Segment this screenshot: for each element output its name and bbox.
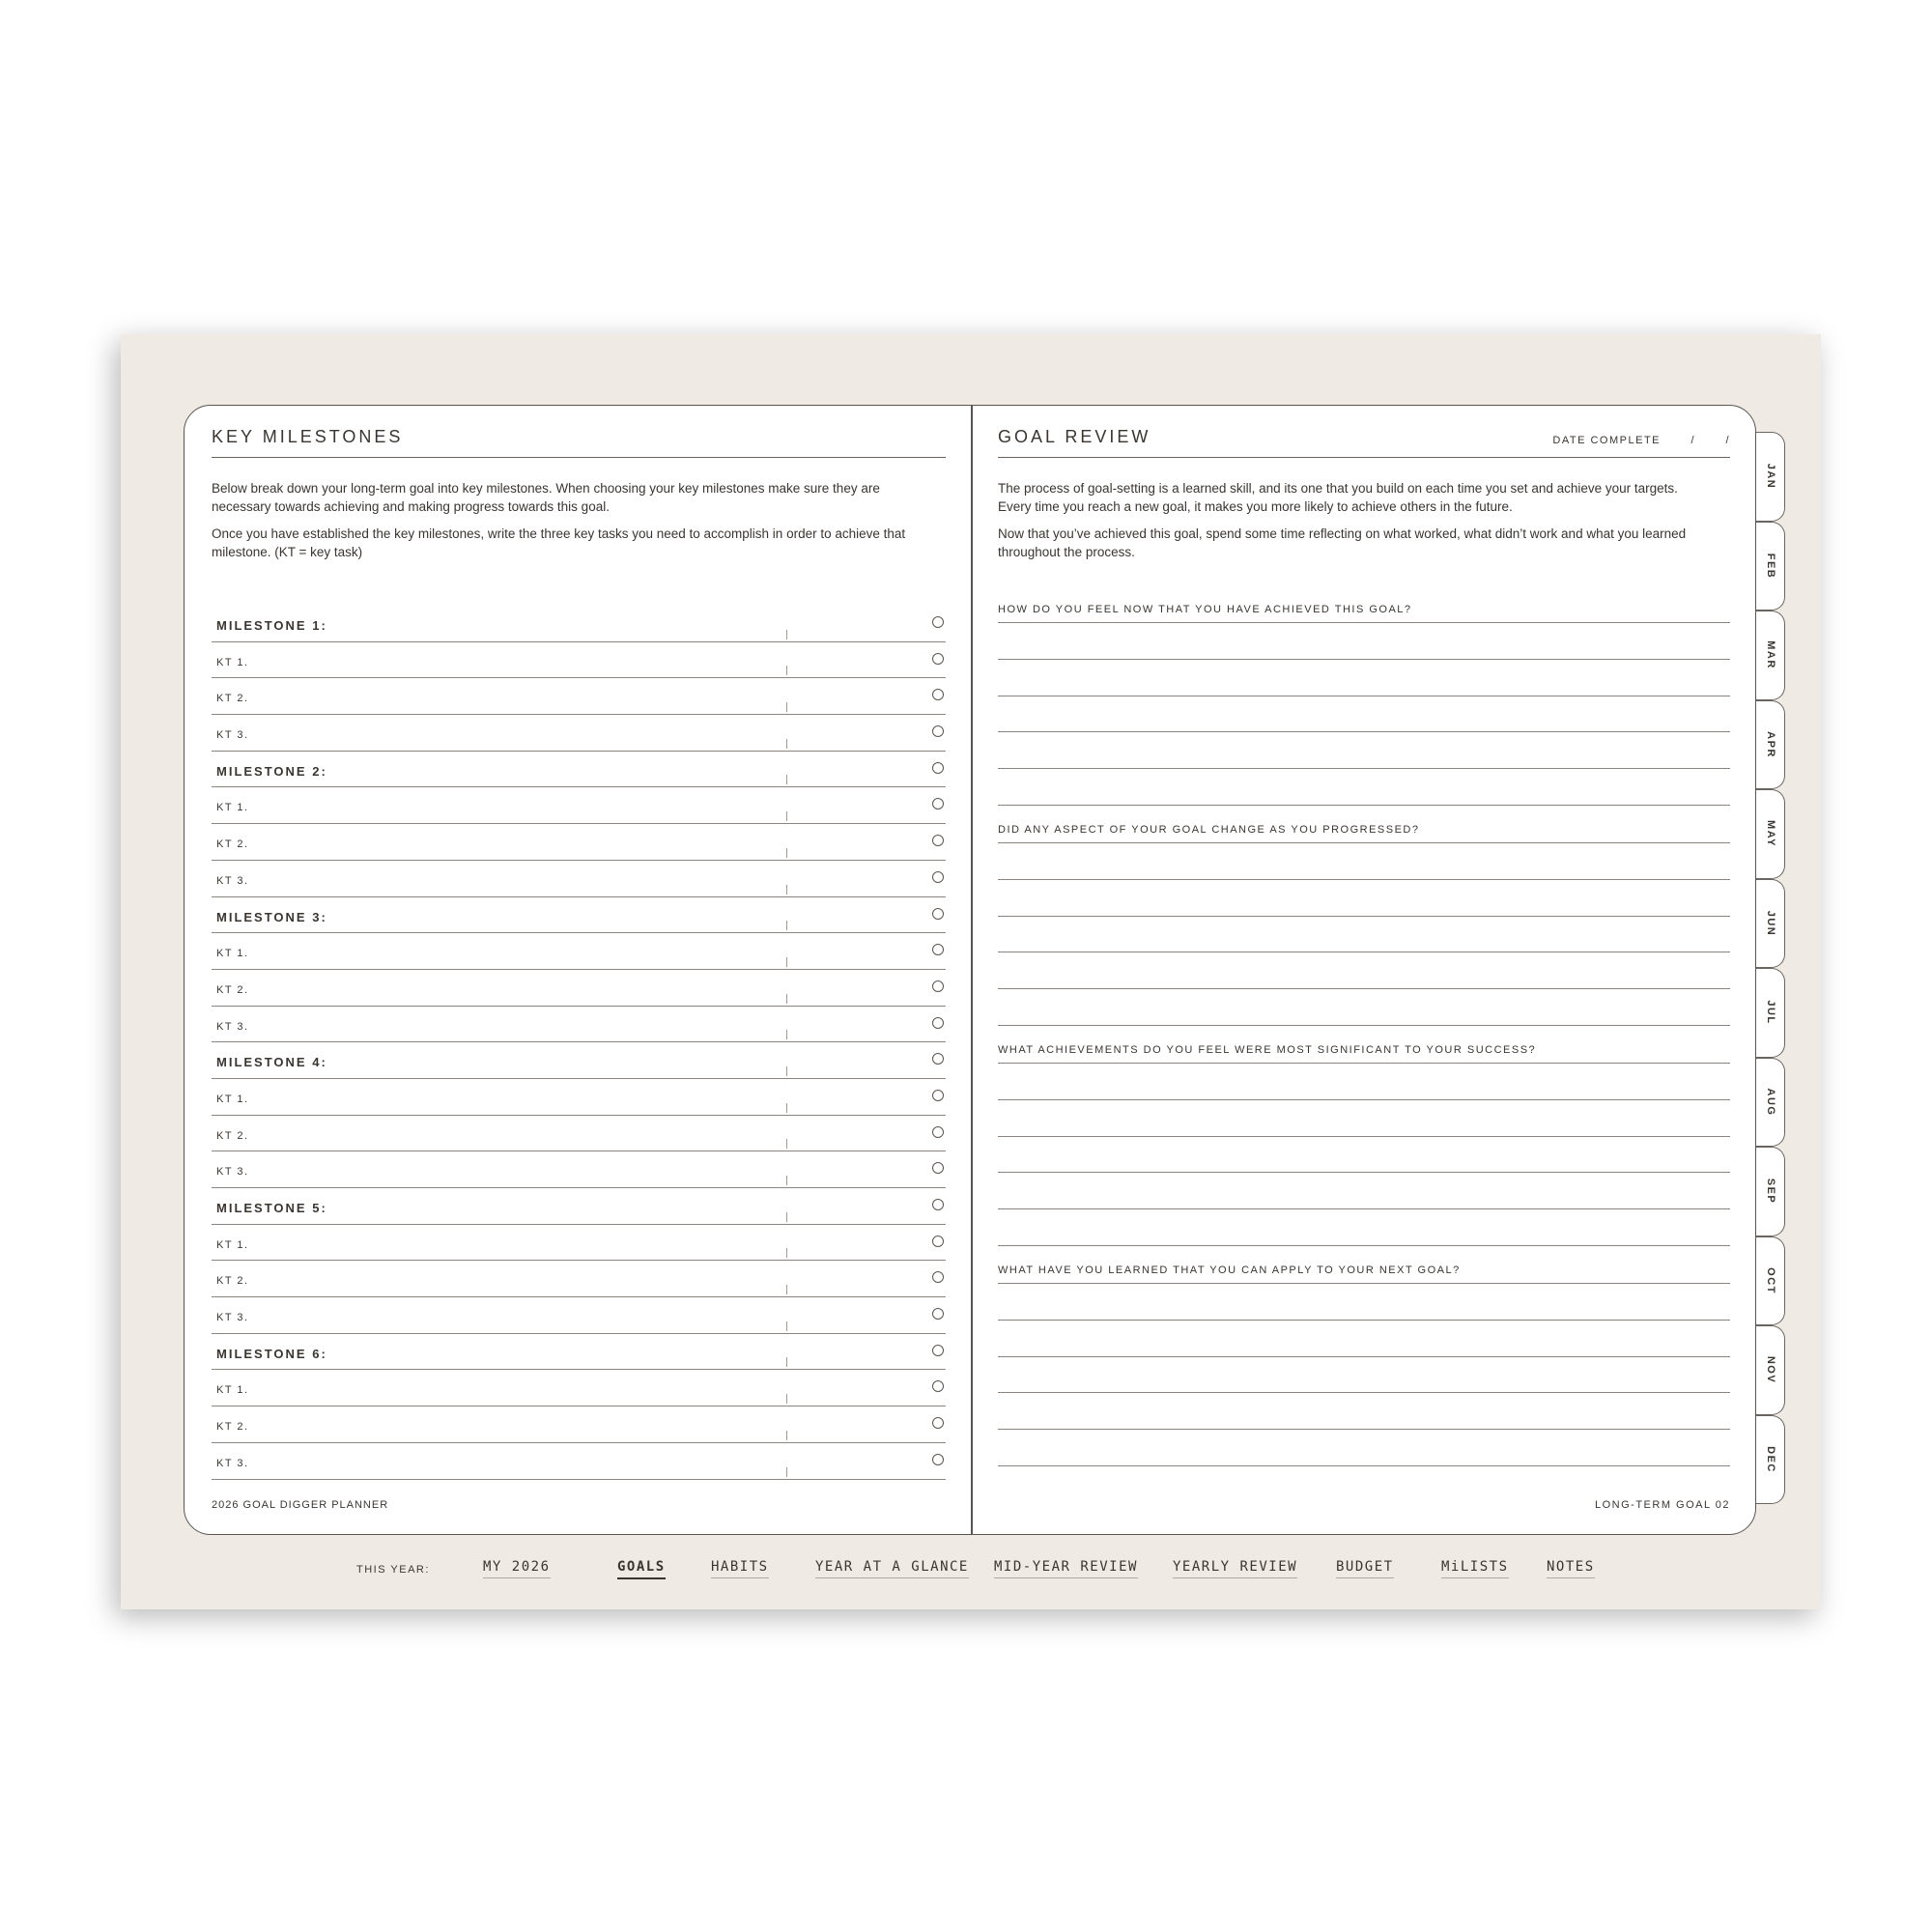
bottom-nav bbox=[356, 1556, 1932, 1585]
checkbox-circle[interactable] bbox=[932, 1126, 944, 1138]
writing-line[interactable] bbox=[998, 769, 1730, 806]
writing-line[interactable] bbox=[998, 1064, 1730, 1100]
milestone-label: MILESTONE 4: bbox=[216, 1055, 327, 1070]
review-question-label: WHAT ACHIEVEMENTS DO YOU FEEL WERE MOST SIGNIFICANT TO YOUR SUCCESS? bbox=[998, 1041, 1730, 1064]
checkbox-circle[interactable] bbox=[932, 1017, 944, 1029]
review-question-label: DID ANY ASPECT OF YOUR GOAL CHANGE AS YOU PROGRESSED? bbox=[998, 821, 1730, 843]
milestone-row[interactable] bbox=[212, 606, 946, 642]
checkbox-circle[interactable] bbox=[932, 1271, 944, 1283]
milestone-row[interactable] bbox=[212, 1188, 946, 1225]
checkbox-circle[interactable] bbox=[932, 1199, 944, 1210]
key-task-label: KT 1. bbox=[216, 1384, 249, 1397]
left-page bbox=[212, 406, 946, 1534]
month-tab-label: OCT bbox=[1764, 1266, 1776, 1294]
page-title-key-milestones: KEY MILESTONES bbox=[212, 427, 404, 446]
writing-line[interactable] bbox=[998, 623, 1730, 660]
nav-item-my-2026[interactable]: MY 2026 bbox=[483, 1559, 551, 1578]
writing-line[interactable] bbox=[998, 843, 1730, 880]
milestone-label: MILESTONE 5: bbox=[216, 1201, 327, 1215]
month-tab-jun[interactable] bbox=[1756, 879, 1785, 969]
right-page bbox=[998, 406, 1730, 1534]
month-tab-label: MAY bbox=[1764, 820, 1776, 848]
checkbox-circle[interactable] bbox=[932, 1308, 944, 1320]
review-question-label: HOW DO YOU FEEL NOW THAT YOU HAVE ACHIEVED THIS GOAL? bbox=[998, 601, 1730, 623]
milestone-label: MILESTONE 2: bbox=[216, 763, 327, 779]
right-intro bbox=[998, 479, 1713, 570]
checkbox-circle[interactable] bbox=[932, 835, 944, 846]
key-task-row[interactable] bbox=[212, 1225, 946, 1262]
writing-line[interactable] bbox=[998, 1430, 1730, 1466]
page-title-goal-review: GOAL REVIEW bbox=[998, 427, 1151, 446]
column-tick bbox=[786, 848, 787, 858]
writing-line[interactable] bbox=[998, 660, 1730, 696]
key-task-label: KT 2. bbox=[216, 983, 249, 996]
review-question-block bbox=[998, 1262, 1730, 1466]
key-task-label: KT 2. bbox=[216, 693, 249, 705]
checkbox-circle[interactable] bbox=[932, 798, 944, 810]
milestone-label: MILESTONE 3: bbox=[216, 909, 327, 924]
writing-line[interactable] bbox=[998, 1393, 1730, 1430]
writing-line[interactable] bbox=[998, 1173, 1730, 1209]
date-separator: / bbox=[1690, 435, 1695, 446]
left-intro bbox=[212, 479, 926, 570]
month-tab-dec[interactable] bbox=[1756, 1415, 1785, 1505]
checkbox-circle[interactable] bbox=[932, 871, 944, 883]
month-tab-feb[interactable] bbox=[1756, 522, 1785, 611]
month-tab-may[interactable] bbox=[1756, 789, 1785, 879]
column-tick bbox=[786, 811, 787, 821]
key-task-row[interactable] bbox=[212, 1406, 946, 1443]
key-task-row[interactable] bbox=[212, 1079, 946, 1116]
date-complete-label: DATE COMPLETE bbox=[1552, 435, 1661, 446]
milestone-row[interactable] bbox=[212, 897, 946, 934]
checkbox-circle[interactable] bbox=[932, 908, 944, 920]
footer-planner-name: 2026 GOAL DIGGER PLANNER bbox=[212, 1499, 389, 1511]
writing-line[interactable] bbox=[998, 732, 1730, 769]
nav-item-habits[interactable]: HABITS bbox=[711, 1559, 769, 1578]
checkbox-circle[interactable] bbox=[932, 1417, 944, 1429]
column-tick bbox=[786, 994, 787, 1004]
key-task-row[interactable] bbox=[212, 678, 946, 715]
key-task-label: KT 3. bbox=[216, 1457, 249, 1469]
month-tab-label: JUL bbox=[1764, 1000, 1776, 1025]
writing-line[interactable] bbox=[998, 696, 1730, 733]
column-tick bbox=[786, 1212, 787, 1222]
month-tab-label: AUG bbox=[1764, 1088, 1776, 1117]
date-separator: / bbox=[1725, 435, 1730, 446]
review-question-block bbox=[998, 821, 1730, 1026]
checkbox-circle[interactable] bbox=[932, 944, 944, 955]
key-task-row[interactable] bbox=[212, 970, 946, 1007]
checkbox-circle[interactable] bbox=[932, 725, 944, 737]
writing-line[interactable] bbox=[998, 1357, 1730, 1394]
checkbox-circle[interactable] bbox=[932, 616, 944, 628]
milestone-label: MILESTONE 1: bbox=[216, 618, 327, 633]
nav-item-goals[interactable]: GOALS bbox=[617, 1559, 666, 1579]
writing-line[interactable] bbox=[998, 1137, 1730, 1174]
checkbox-circle[interactable] bbox=[932, 1053, 944, 1065]
key-task-label: KT 1. bbox=[216, 948, 249, 960]
checkbox-circle[interactable] bbox=[932, 653, 944, 665]
checkbox-circle[interactable] bbox=[932, 762, 944, 774]
key-task-label: KT 3. bbox=[216, 874, 249, 887]
month-tab-nov[interactable] bbox=[1756, 1325, 1785, 1415]
column-tick bbox=[786, 1030, 787, 1039]
nav-item-notes[interactable]: NOTES bbox=[1547, 1559, 1595, 1578]
key-task-row[interactable] bbox=[212, 1261, 946, 1297]
month-tab-oct[interactable] bbox=[1756, 1236, 1785, 1326]
milestone-row[interactable] bbox=[212, 1334, 946, 1371]
review-question-block bbox=[998, 601, 1730, 806]
month-tab-apr[interactable] bbox=[1756, 700, 1785, 790]
month-tab-label: JUN bbox=[1764, 910, 1776, 937]
left-intro-paragraph-1: Below break down your long-term goal into key milestones. When choosing your key milestones make sure they are necessary towards achieving and making progress towards this goal. bbox=[212, 481, 880, 514]
month-tab-label: NOV bbox=[1764, 1356, 1776, 1384]
nav-lead-label: THIS YEAR: bbox=[356, 1564, 430, 1576]
writing-line[interactable] bbox=[998, 917, 1730, 953]
column-tick bbox=[786, 1139, 787, 1149]
key-task-label: KT 3. bbox=[216, 1020, 249, 1033]
column-tick bbox=[786, 739, 787, 749]
writing-line[interactable] bbox=[998, 880, 1730, 917]
column-tick bbox=[786, 1467, 787, 1477]
column-tick bbox=[786, 775, 787, 784]
milestone-label: MILESTONE 6: bbox=[216, 1346, 327, 1361]
spine-divider bbox=[971, 406, 973, 1534]
key-task-row[interactable] bbox=[212, 861, 946, 897]
key-task-row[interactable] bbox=[212, 1443, 946, 1480]
milestone-row[interactable] bbox=[212, 1042, 946, 1079]
key-task-label: KT 2. bbox=[216, 838, 249, 851]
checkbox-circle[interactable] bbox=[932, 689, 944, 700]
month-tab-label: DEC bbox=[1764, 1445, 1776, 1473]
column-tick bbox=[786, 1176, 787, 1185]
month-tab-jan[interactable] bbox=[1756, 432, 1785, 522]
month-tab-label: JAN bbox=[1764, 463, 1776, 490]
key-task-row[interactable] bbox=[212, 824, 946, 861]
key-task-row[interactable] bbox=[212, 787, 946, 824]
column-tick bbox=[786, 702, 787, 712]
column-tick bbox=[786, 1285, 787, 1294]
month-tab-label: FEB bbox=[1764, 553, 1776, 579]
writing-line[interactable] bbox=[998, 1100, 1730, 1137]
review-question-label: WHAT HAVE YOU LEARNED THAT YOU CAN APPLY TO YOUR NEXT GOAL? bbox=[998, 1262, 1730, 1284]
key-task-row[interactable] bbox=[212, 1370, 946, 1406]
writing-line[interactable] bbox=[998, 1209, 1730, 1246]
column-tick bbox=[786, 666, 787, 675]
key-task-row[interactable] bbox=[212, 1297, 946, 1334]
key-task-label: KT 2. bbox=[216, 1421, 249, 1434]
key-task-label: KT 3. bbox=[216, 729, 249, 742]
column-tick bbox=[786, 630, 787, 639]
column-tick bbox=[786, 1394, 787, 1404]
key-task-label: KT 1. bbox=[216, 1238, 249, 1251]
writing-line[interactable] bbox=[998, 952, 1730, 989]
month-tab-aug[interactable] bbox=[1756, 1058, 1785, 1148]
column-tick bbox=[786, 1066, 787, 1076]
nav-item-yearly-review[interactable]: YEARLY REVIEW bbox=[1173, 1559, 1297, 1578]
column-tick bbox=[786, 1321, 787, 1331]
nav-item-budget[interactable]: BUDGET bbox=[1336, 1559, 1394, 1578]
nav-item-milists[interactable]: MiLISTS bbox=[1441, 1559, 1509, 1578]
checkbox-circle[interactable] bbox=[932, 1345, 944, 1356]
key-task-row[interactable] bbox=[212, 1116, 946, 1152]
month-tab-sep[interactable] bbox=[1756, 1147, 1785, 1236]
key-task-label: KT 2. bbox=[216, 1275, 249, 1288]
month-tab-mar[interactable] bbox=[1756, 611, 1785, 700]
title-rule bbox=[998, 457, 1730, 458]
title-rule bbox=[212, 457, 946, 458]
key-task-label: KT 2. bbox=[216, 1129, 249, 1142]
key-task-label: KT 1. bbox=[216, 1093, 249, 1105]
column-tick bbox=[786, 1103, 787, 1113]
writing-line[interactable] bbox=[998, 989, 1730, 1026]
review-question-block bbox=[998, 1041, 1730, 1246]
nav-item-year-at-a-glance[interactable]: YEAR AT A GLANCE bbox=[815, 1559, 969, 1578]
month-tab-label: SEP bbox=[1764, 1178, 1776, 1205]
milestones-table bbox=[212, 606, 946, 1480]
checkbox-circle[interactable] bbox=[932, 1162, 944, 1174]
column-tick bbox=[786, 1357, 787, 1367]
month-tab-label: APR bbox=[1764, 730, 1776, 758]
key-task-row[interactable] bbox=[212, 642, 946, 679]
checkbox-circle[interactable] bbox=[932, 1090, 944, 1101]
month-tab-label: MAR bbox=[1764, 640, 1776, 670]
date-complete bbox=[1552, 435, 1730, 446]
key-task-label: KT 1. bbox=[216, 656, 249, 668]
column-tick bbox=[786, 1248, 787, 1258]
footer-page-label: LONG-TERM GOAL 02 bbox=[1594, 1499, 1730, 1511]
right-intro-paragraph-2: Now that you’ve achieved this goal, spend some time reflecting on what worked, what didn’t work and what you learned throughout the process. bbox=[998, 526, 1687, 559]
checkbox-circle[interactable] bbox=[932, 980, 944, 992]
column-tick bbox=[786, 957, 787, 967]
nav-item-mid-year-review[interactable]: MID-YEAR REVIEW bbox=[994, 1559, 1138, 1578]
column-tick bbox=[786, 885, 787, 895]
month-tab-jul[interactable] bbox=[1756, 968, 1785, 1058]
checkbox-circle[interactable] bbox=[932, 1454, 944, 1465]
key-task-row[interactable] bbox=[212, 715, 946, 752]
column-tick bbox=[786, 921, 787, 930]
milestone-row[interactable] bbox=[212, 752, 946, 788]
planner-spread bbox=[184, 405, 1756, 1535]
key-task-label: KT 1. bbox=[216, 802, 249, 814]
writing-line[interactable] bbox=[998, 1284, 1730, 1321]
checkbox-circle[interactable] bbox=[932, 1236, 944, 1247]
writing-line[interactable] bbox=[998, 1321, 1730, 1357]
column-tick bbox=[786, 1431, 787, 1440]
month-tabs bbox=[1756, 432, 1785, 1504]
left-intro-paragraph-2: Once you have established the key milestones, write the three key tasks you need to accomplish in order to achieve that milestone. (KT = key task) bbox=[212, 526, 906, 559]
key-task-row[interactable] bbox=[212, 933, 946, 970]
checkbox-circle[interactable] bbox=[932, 1380, 944, 1392]
key-task-row[interactable] bbox=[212, 1007, 946, 1043]
key-task-label: KT 3. bbox=[216, 1312, 249, 1324]
key-task-row[interactable] bbox=[212, 1151, 946, 1188]
right-intro-paragraph-1: The process of goal-setting is a learned skill, and its one that you build on each time you set and achieve your targets. Every time you reach a new goal, it makes you more likely to achieve others in the future. bbox=[998, 481, 1678, 514]
key-task-label: KT 3. bbox=[216, 1166, 249, 1179]
